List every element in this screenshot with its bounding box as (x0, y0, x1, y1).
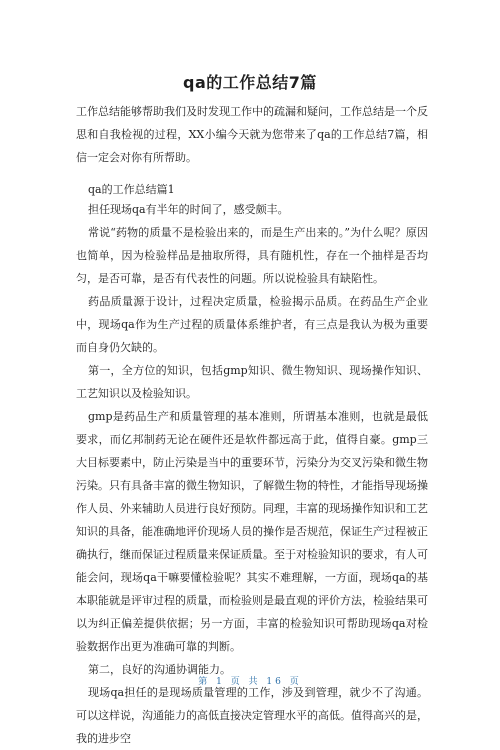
page-footer: 第 1 页 共 16 页 (198, 677, 302, 687)
body-paragraph-5: gmp是药品生产和质量管理的基本准则，所谓基本准则，也就是最低要求，而亿邦制药无论在硬件还是软件都远高于此，值得自豪。gmp三大目标要素中，防止污染是当中的重要环节，污染分为交叉污染和微生物污染。只有具备丰富的微生物知识，了解微生物的特性，才能指导现场操作人员、外来辅助人员进行良好预防。同理，丰富的现场操作知识和工艺知识的具备，能准确地评价现场人员的操作是否规范，保证生产过程被正确执行，继而保证过程质量来保证质量。至于对检验知识的要求，有人可能会问，现场qa干嘛要懂检验呢？其实不难理解，一方面，现场qa的基本职能就是评审过程的质量，而检验则是最直观的评价方法，检验结果可以为纠正偏差提供依据；另一方面，丰富的检验知识可帮助现场qa对检验数据作出更为准确可靠的判断。 (76, 410, 428, 653)
document-body (76, 198, 428, 750)
document-title: qa的工作总结7篇 (183, 73, 317, 92)
body-paragraph-7: 现场qa担任的是现场质量管理的工作，涉及到管理，就少不了沟通。可以这样说，沟通能力的高低直接决定管理水平的高低。值得高兴的是，我的进步空 (76, 686, 428, 745)
body-paragraph-4: 第一，全方位的知识，包括gmp知识、微生物知识、现场操作知识、工艺知识以及检验知识。 (76, 364, 428, 400)
section-label: qa的工作总结篇1 (88, 183, 175, 196)
body-paragraph-3: 药品质量源于设计，过程决定质量，检验揭示品质。在药品生产企业中，现场qa作为生产过程的质量体系维护者，有三点是我认为极为重要而自身仍欠缺的。 (76, 295, 428, 354)
body-paragraph-6: 第二，良好的沟通协调能力。 (88, 663, 231, 676)
body-paragraph-1: 担任现场qa有半年的时间了，感受颇丰。 (88, 203, 289, 216)
body-paragraph-2: 常说“药物的质量不是检验出来的，而是生产出来的。”为什么呢？原因也简单，因为检验样品是抽取所得，具有随机性，存在一个抽样是否均匀，是否可靠，是否有代表性的问题。所以说检验具有缺陷性。 (76, 226, 428, 285)
intro-paragraph: 工作总结能够帮助我们及时发现工作中的疏漏和疑问，工作总结是一个反思和自我检视的过程，XX小编今天就为您带来了qa的工作总结7篇，相信一定会对你有所帮助。 (76, 105, 428, 164)
